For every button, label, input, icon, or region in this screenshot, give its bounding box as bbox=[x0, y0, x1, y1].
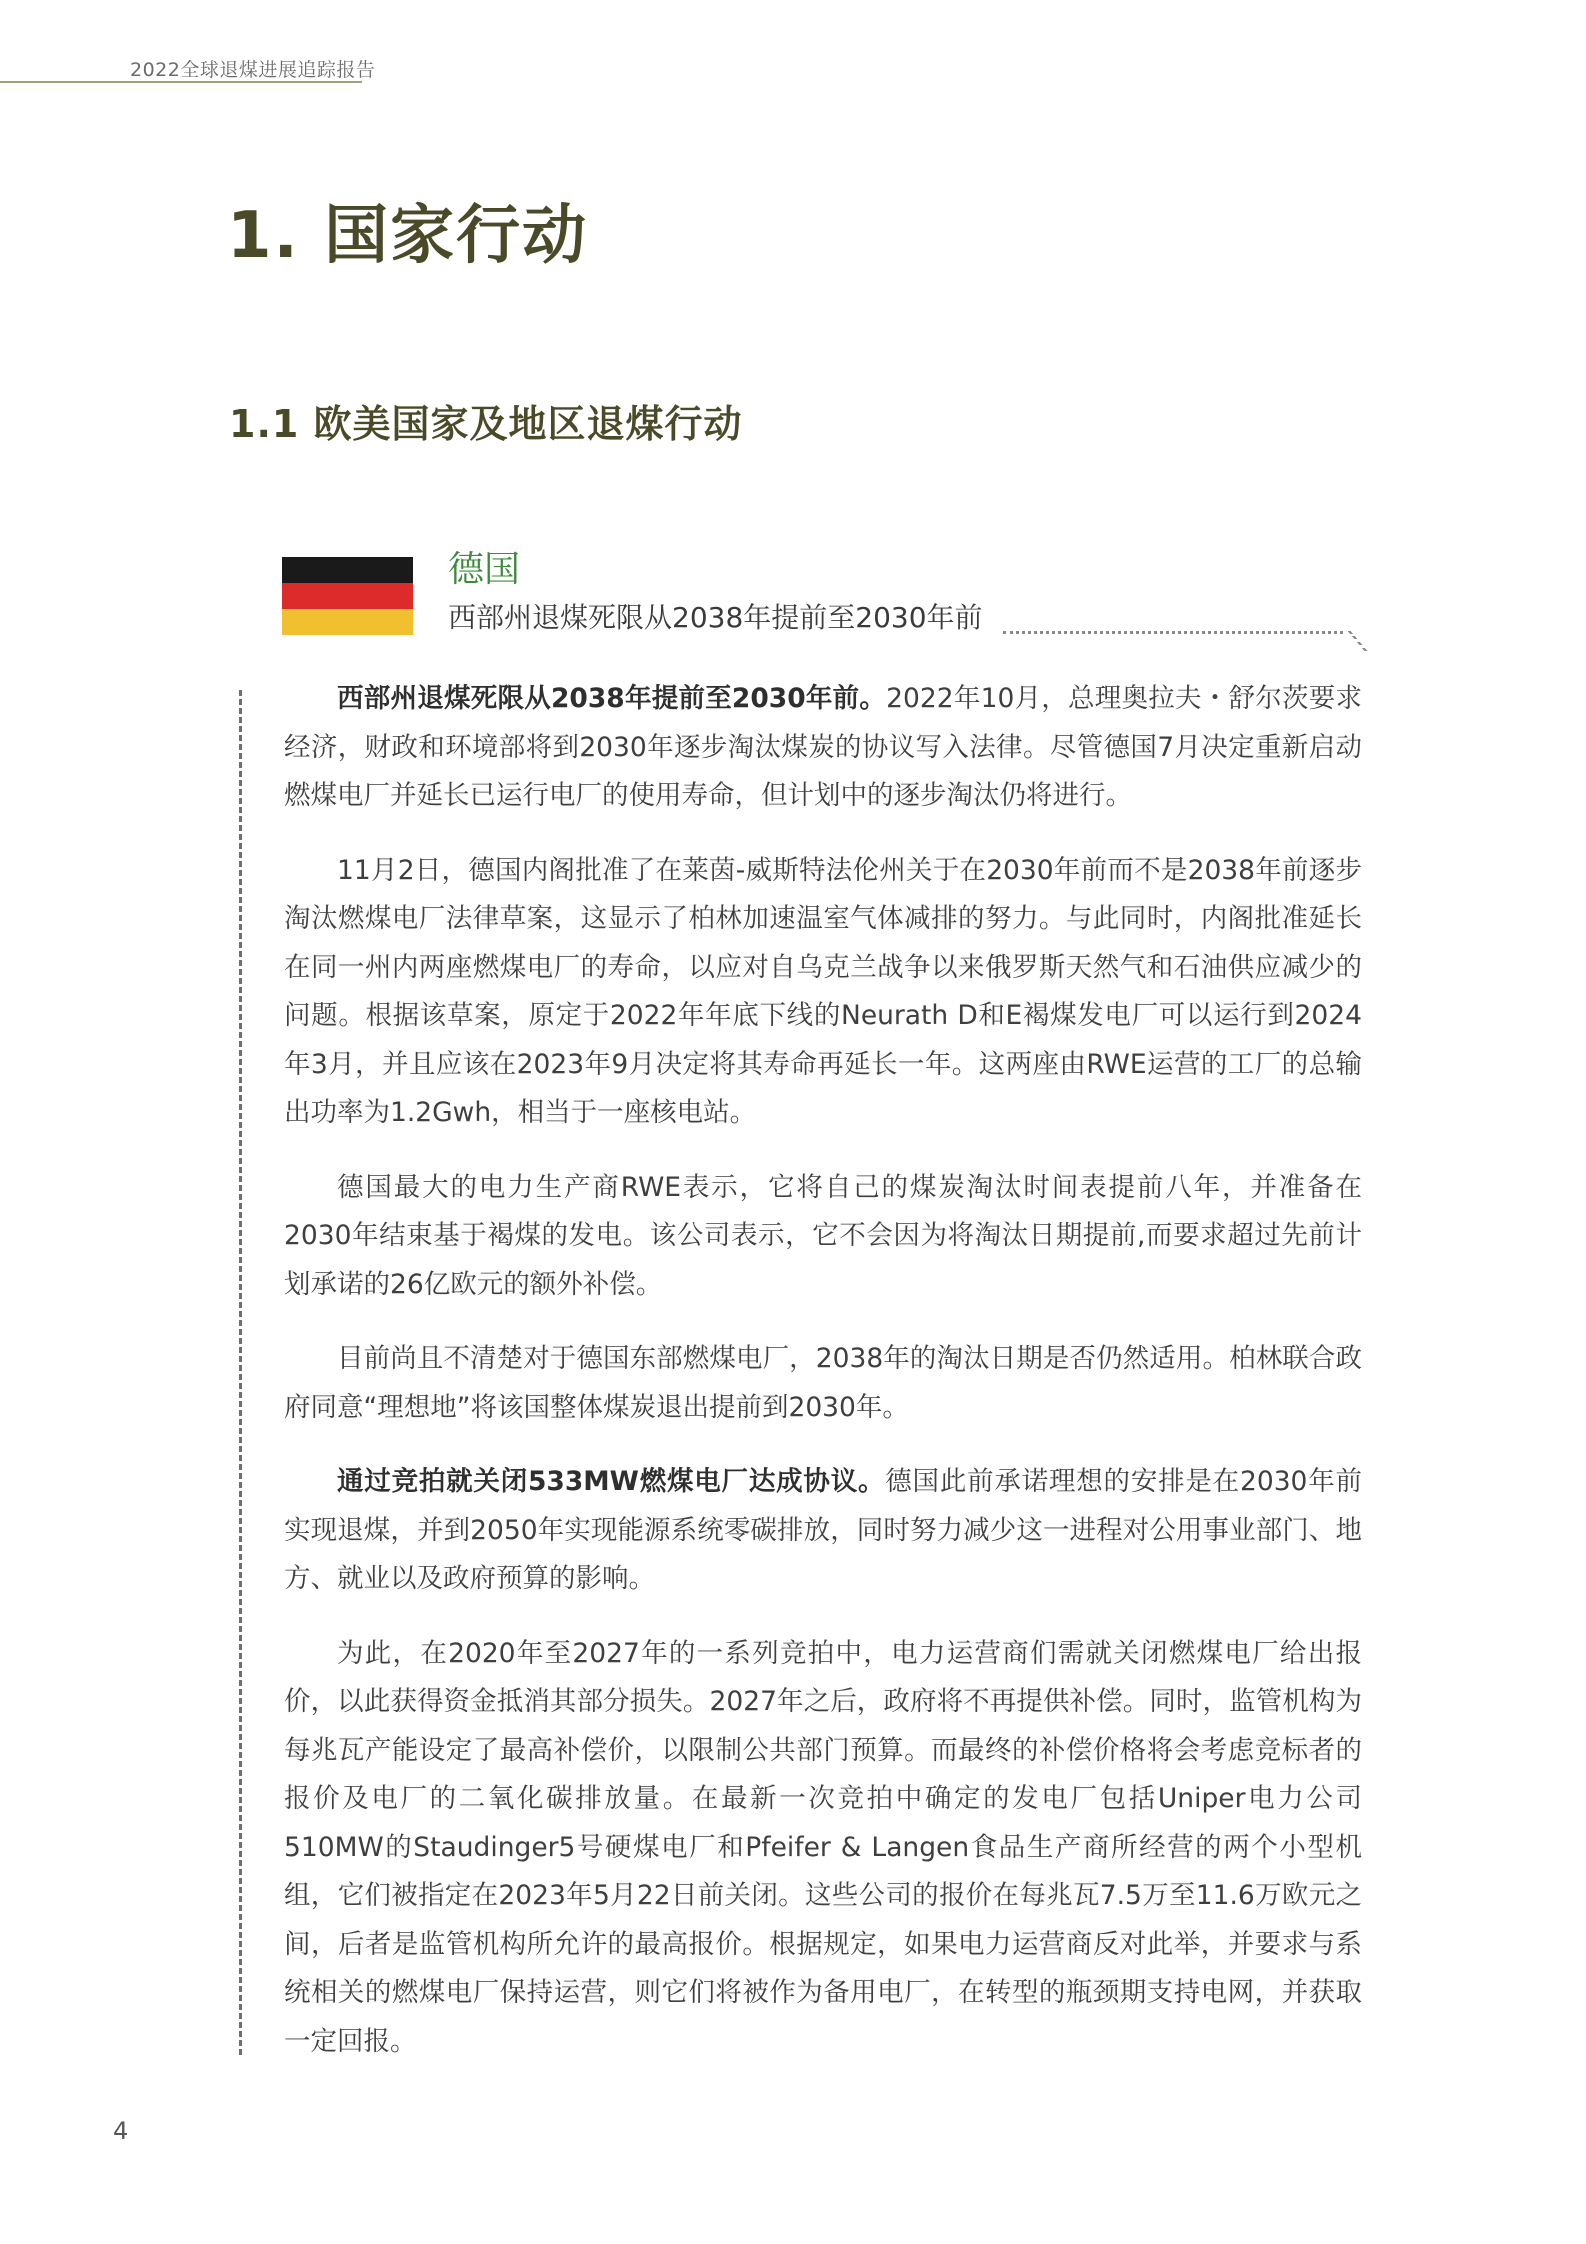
page-number: 4 bbox=[113, 2117, 129, 2145]
header-divider bbox=[0, 81, 362, 83]
flag-stripe-black bbox=[282, 557, 413, 583]
subtitle-dotted-leader bbox=[1003, 631, 1343, 634]
paragraph-text: 目前尚且不清楚对于德国东部燃煤电厂，2038年的淘汰日期是否仍然适用。柏林联合政府同意“理想地”将该国整体煤炭退出提前到2030年。 bbox=[284, 1343, 1362, 1423]
paragraph bbox=[284, 847, 1362, 1138]
paragraph-text: 2022年10月，总理奥拉夫・舒尔茨要求经济，财政和环境部将到2030年逐步淘汰煤炭的协议写入法律。尽管德国7月决定重新启动燃煤电厂并延长已运行电厂的使用寿命，但计划中的逐步淘汰仍将进行。 bbox=[284, 683, 1362, 811]
paragraph bbox=[284, 1335, 1362, 1432]
paragraph bbox=[284, 675, 1362, 821]
germany-flag-icon bbox=[282, 557, 413, 635]
paragraph-text: 11月2日，德国内阁批准了在莱茵-威斯特法伦州关于在2030年前而不是2038年前逐步淘汰燃煤电厂法律草案，这显示了柏林加速温室气体减排的努力。与此同时，内阁批准延长在同一州内两座燃煤电厂的寿命，以应对自乌克兰战争以来俄罗斯天然气和石油供应减少的问题。根据该草案，原定于2022年年底下线的Neurath D和E褐煤发电厂可以运行到2024年3月，并且应该在2023年9月决定将其寿命再延长一年。这两座由RWE运营的工厂的总输出功率为1.2Gwh，相当于一座核电站。 bbox=[284, 854, 1362, 1128]
paragraph bbox=[284, 1630, 1362, 2067]
paragraph bbox=[284, 1458, 1362, 1604]
section-title: 1.1 欧美国家及地区退煤行动 bbox=[229, 402, 743, 446]
country-subtitle: 西部州退煤死限从2038年提前至2030年前 bbox=[448, 601, 983, 634]
paragraph-lead: 西部州退煤死限从2038年提前至2030年前。 bbox=[337, 683, 887, 714]
paragraph-text: 为此，在2020年至2027年的一系列竞拍中，电力运营商们需就关闭燃煤电厂给出报价，以此获得资金抵消其部分损失。2027年之后，政府将不再提供补偿。同时，监管机构为每兆瓦产能设定了最高补偿价，以限制公共部门预算。而最终的补偿价格将会考虑竞标者的报价及电厂的二氧化碳排放量。在最新一次竞拍中确定的发电厂包括Uniper电力公司510MW的Staudinger5号硬煤电厂和Pfeifer & Langen食品生产商所经营的两个小型机组，它们被指定在2023年5月22日前关闭。这些公司的报价在每兆瓦7.5万至11.6万欧元之间，后者是监管机构所允许的最高报价。根据规定，如果电力运营商反对此举，并要求与系统相关的燃煤电厂保持运营，则它们将被作为备用电厂，在转型的瓶颈期支持电网，并获取一定回报。 bbox=[284, 1637, 1362, 2057]
subtitle-dotted-leader-tail bbox=[1330, 631, 1368, 651]
paragraph bbox=[284, 1164, 1362, 1310]
chapter-title: 1. 国家行动 bbox=[227, 199, 589, 273]
paragraph-text: 德国此前承诺理想的安排是在2030年前实现退煤，并到2050年实现能源系统零碳排放，同时努力减少这一进程对公用事业部门、地方、就业以及政府预算的影响。 bbox=[284, 1466, 1362, 1594]
flag-stripe-red bbox=[282, 583, 413, 609]
paragraph-lead: 通过竞拍就关闭533MW燃煤电厂达成协议。 bbox=[337, 1466, 886, 1497]
content-side-rule bbox=[239, 690, 242, 2055]
running-header: 2022全球退煤进展追踪报告 bbox=[130, 59, 376, 81]
body-content bbox=[284, 675, 1362, 2092]
paragraph-text: 德国最大的电力生产商RWE表示，它将自己的煤炭淘汰时间表提前八年，并准备在2030年结束基于褐煤的发电。该公司表示，它不会因为将淘汰日期提前,而要求超过先前计划承诺的26亿欧元的额外补偿。 bbox=[284, 1171, 1362, 1300]
country-name: 德国 bbox=[448, 549, 521, 590]
flag-stripe-gold bbox=[282, 609, 413, 635]
